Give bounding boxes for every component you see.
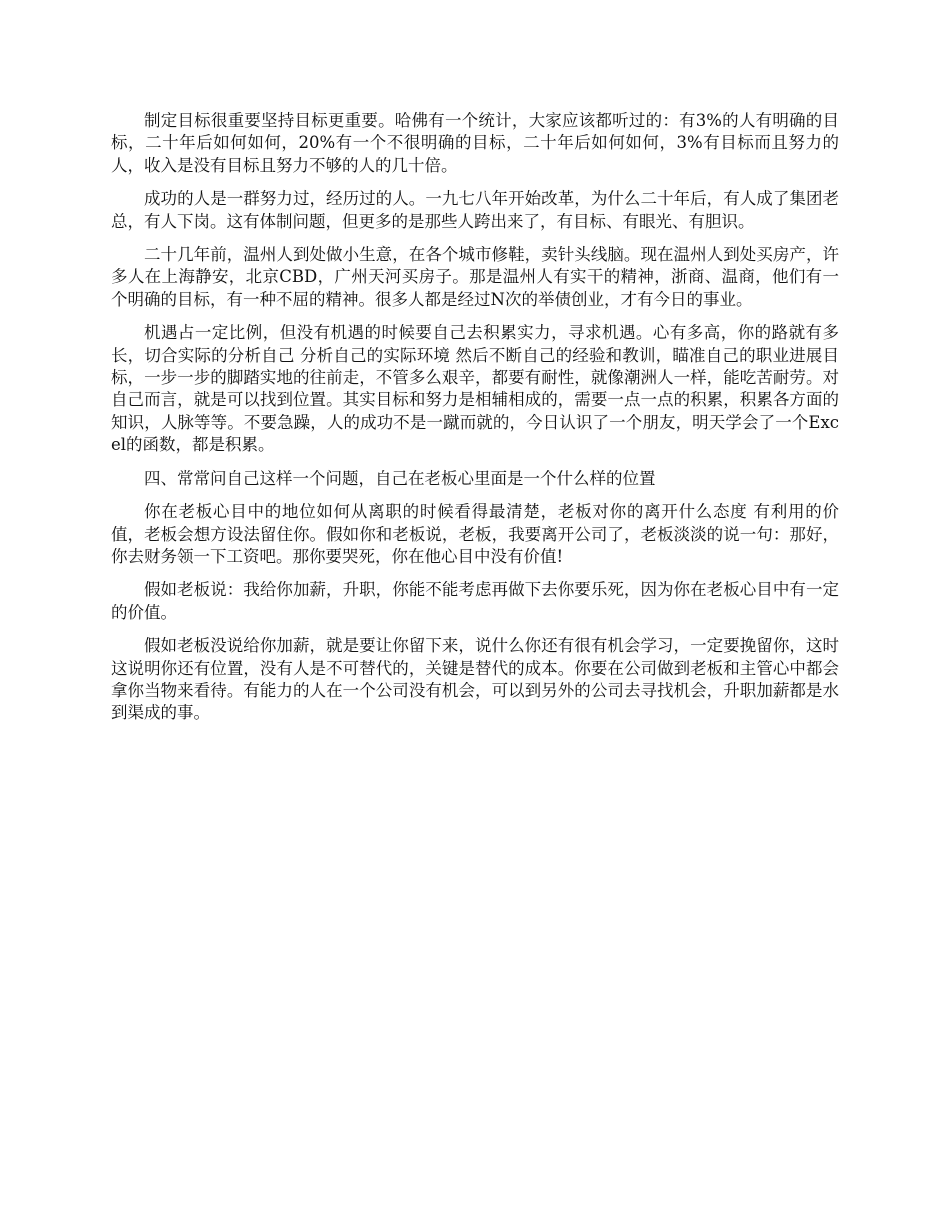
section-heading-four: 四、常常问自己这样一个问题，自己在老板心里面是一个什么样的位置 bbox=[144, 468, 656, 488]
paragraph-boss-retain: 假如老板没说给你加薪，就是要让你留下来，说什么你还有很有机会学习，一定要挽留你，这时这说明你还有位置，没有人是不可替代的，关键是替代的成本。你要在公司做到老板和主管心中都会拿你当物来看待。有能力的人在一个公司没有机会，可以到另外的公司去寻找机会，升职加薪都是水到渠成的事。 bbox=[111, 636, 839, 723]
paragraph-boss-raise: 假如老板说：我给你加薪，升职，你能不能考虑再做下去你要乐死，因为你在老板心目中有一定的价值。 bbox=[111, 580, 839, 622]
paragraph-goal-importance: 制定目标很重要坚持目标更重要。哈佛有一个统计，大家应该都听过的：有3%的人有明确的目标，二十年后如何如何，20%有一个不很明确的目标，二十年后如何如何，3%有目标而且努力的人，收入是没有目标且努力不够的人的几十倍。 bbox=[111, 111, 839, 175]
document-body bbox=[111, 110, 839, 736]
paragraph-successful-people: 成功的人是一群努力过，经历过的人。一九七八年开始改革，为什么二十年后，有人成了集团老总，有人下岗。这有体制问题，但更多的是那些人跨出来了，有目标、有眼光、有胆识。 bbox=[111, 189, 839, 231]
paragraph-wenzhou-people: 二十几年前，温州人到处做小生意，在各个城市修鞋，卖针头线脑。现在温州人到处买房产，许多人在上海静安，北京CBD，广州天河买房子。那是温州人有实干的精神，浙商、温商，他们有一个明确的目标，有一种不屈的精神。很多人都是经过N次的举债创业，才有今日的事业。 bbox=[111, 245, 839, 309]
paragraph-boss-view: 你在老板心目中的地位如何从离职的时候看得最清楚，老板对你的离开什么态度 有利用的价值，老板会想方设法留住你。假如你和老板说，老板，我要离开公司了，老板淡淡的说一句：那好，你去财务领一下工资吧。那你要哭死，你在他心目中没有价值! bbox=[111, 502, 839, 566]
paragraph-opportunity: 机遇占一定比例，但没有机遇的时候要自己去积累实力，寻求机遇。心有多高，你的路就有多长，切合实际的分析自己 分析自己的实际环境 然后不断自己的经验和教训，瞄准自己的职业进展目标，一步一步的脚踏实地的往前走，不管多么艰辛，都要有耐性，就像潮洲人一样，能吃苦耐劳。对自己而言，就是可以找到位置。其实目标和努力是相辅相成的，需要一点一点的积累，积累各方面的知识，人脉等等。不要急躁，人的成功不是一蹴而就的，今日认识了一个朋友，明天学会了一个Excel的函数，都是积累。 bbox=[111, 323, 839, 455]
